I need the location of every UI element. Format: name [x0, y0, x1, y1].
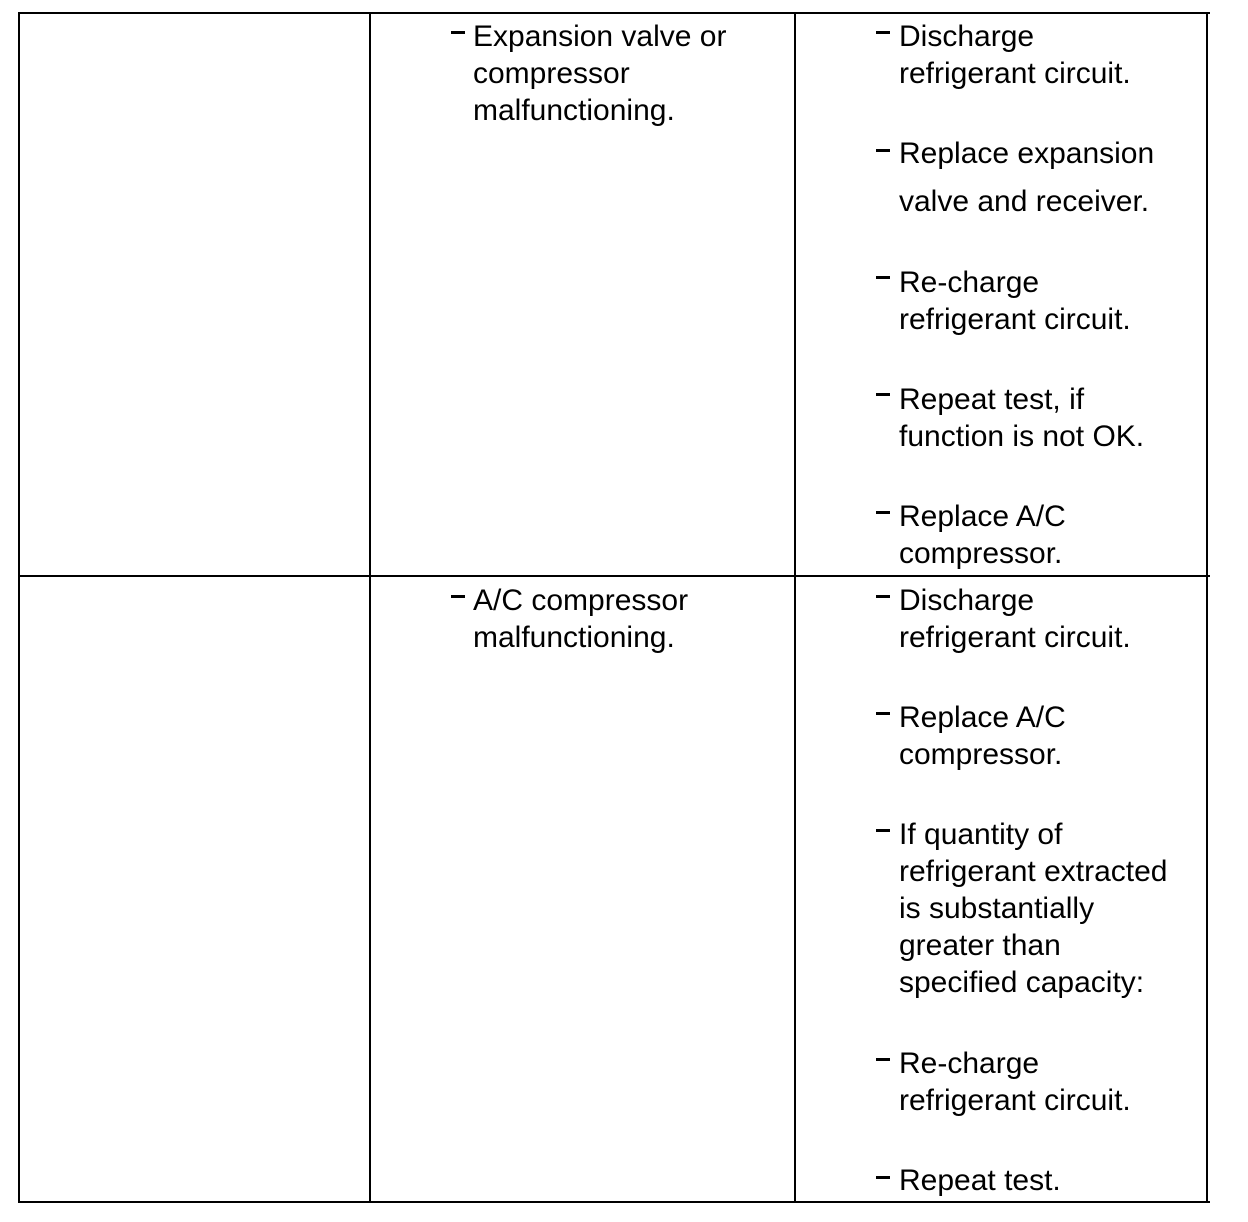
table-left-border — [18, 12, 20, 1203]
cause-text: A/C compressor malfunctioning. — [473, 584, 689, 654]
bullet-dash — [451, 31, 465, 34]
remedy-text: Replace expansion valve and receiver. — [899, 137, 1155, 218]
remedy-text: Replace A/C compressor. — [899, 500, 1066, 570]
bullet-dash — [876, 511, 890, 514]
remedy-text: Discharge refrigerant circuit. — [899, 20, 1131, 90]
remedy-text: Re-charge refrigerant circuit. — [899, 266, 1131, 336]
column-divider-2 — [794, 12, 796, 1203]
bullet-dash — [876, 31, 890, 34]
bullet-dash — [876, 595, 890, 598]
bullet-dash — [876, 712, 890, 715]
remedy-text: Repeat test. — [899, 1164, 1061, 1197]
bullet-dash — [876, 393, 890, 396]
table-bottom-border — [18, 1201, 1210, 1203]
bullet-dash — [876, 149, 890, 152]
bullet-dash — [451, 595, 465, 598]
bullet-dash — [876, 276, 890, 279]
remedy-text: Discharge refrigerant circuit. — [899, 584, 1131, 654]
remedy-text: Replace A/C compressor. — [899, 701, 1066, 771]
bullet-dash — [876, 1176, 890, 1179]
cause-text: Expansion valve or compressor malfunctioning. — [473, 20, 727, 127]
table-top-border — [18, 12, 1210, 14]
table-right-border — [1206, 12, 1208, 1203]
row-divider — [18, 575, 1210, 577]
remedy-text: Repeat test, if function is not OK. — [899, 383, 1145, 453]
bullet-dash — [876, 829, 890, 832]
bullet-dash — [876, 1058, 890, 1061]
remedy-text: Re-charge refrigerant circuit. — [899, 1047, 1131, 1117]
remedy-text: If quantity of refrigerant extracted is substantially greater than specified capacity: — [899, 818, 1168, 999]
column-divider-1 — [369, 12, 371, 1203]
